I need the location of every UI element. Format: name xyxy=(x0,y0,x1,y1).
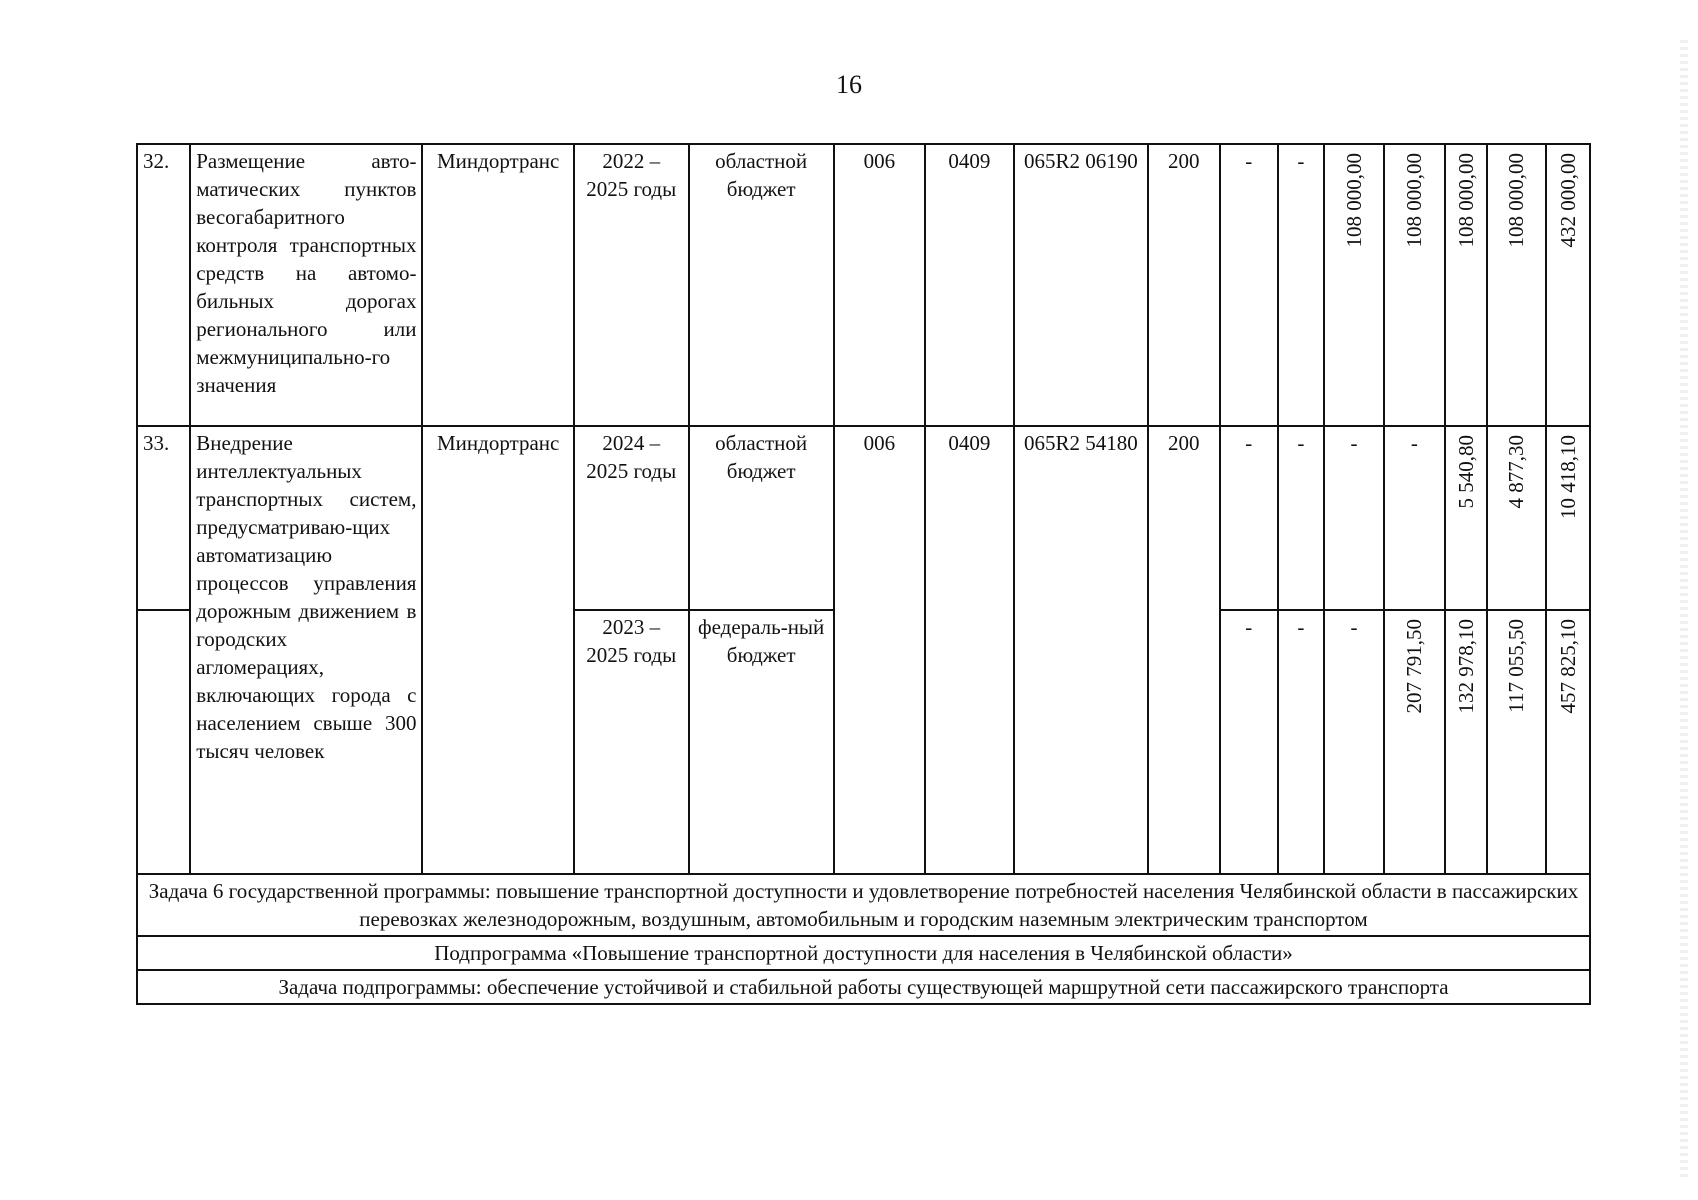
total-text: 10 418,10 xyxy=(1555,435,1580,519)
value-text: 132 978,10 xyxy=(1453,619,1478,714)
value-text: 108 000,00 xyxy=(1342,153,1367,248)
value-cell: - xyxy=(1278,144,1324,426)
executor: Миндортранс xyxy=(422,144,573,426)
table-row-33-regional xyxy=(137,426,1590,610)
value-cell xyxy=(1487,610,1546,874)
value-text: 108 000,00 xyxy=(1402,153,1427,248)
code-target: 065R2 54180 xyxy=(1014,426,1148,874)
value-cell xyxy=(1384,144,1444,426)
page-number: 16 xyxy=(836,70,862,99)
value-cell: - xyxy=(1278,610,1324,874)
table-row-32 xyxy=(137,144,1590,426)
funding-source: областной бюджет xyxy=(689,144,834,426)
period: 2024 – 2025 годы xyxy=(574,426,689,610)
value-cell xyxy=(1445,426,1487,610)
value-text: 5 540,80 xyxy=(1453,435,1478,509)
section-row-task6 xyxy=(137,874,1590,936)
subprogram-heading: Подпрограмма «Повышение транспортной доступности для населения в Челябинской области» xyxy=(137,936,1590,970)
value-text: 108 000,00 xyxy=(1453,153,1478,248)
value-cell xyxy=(1487,426,1546,610)
code-target: 065R2 06190 xyxy=(1014,144,1148,426)
value-cell: - xyxy=(1278,426,1324,610)
code-expense-type: 200 xyxy=(1148,144,1220,426)
total-cell xyxy=(1546,426,1590,610)
value-text: 108 000,00 xyxy=(1504,153,1529,248)
section-row-subprogram xyxy=(137,936,1590,970)
period: 2023 – 2025 годы xyxy=(574,610,689,874)
section-row-subtask xyxy=(137,970,1590,1004)
total-text: 432 000,00 xyxy=(1555,153,1580,248)
code-grbs: 006 xyxy=(834,144,925,426)
activity-name: Размещение авто-матических пунктов весогабаритного контроля транспортных средств на автомо-бильных дорогах регионального или межмуниципально-го значения xyxy=(190,144,422,426)
value-cell xyxy=(1445,610,1487,874)
code-section: 0409 xyxy=(925,144,1014,426)
value-cell xyxy=(1384,610,1444,874)
value-cell: - xyxy=(1220,610,1278,874)
value-cell xyxy=(1445,144,1487,426)
code-expense-type: 200 xyxy=(1148,426,1220,874)
total-text: 457 825,10 xyxy=(1555,619,1580,714)
subtask-heading: Задача подпрограммы: обеспечение устойчивой и стабильной работы существующей маршрутной сети пассажирского транспорта xyxy=(137,970,1590,1004)
code-section: 0409 xyxy=(925,426,1014,874)
funding-source: областной бюджет xyxy=(689,426,834,610)
program-activities-table xyxy=(136,143,1591,1005)
total-cell xyxy=(1546,610,1590,874)
activity-name: Внедрение интеллектуальных транспортных систем, предусматриваю-щих автоматизацию процессов управления дорожным движением в городских агломерациях, включающих города с населением свыше 300 тысяч человек xyxy=(190,426,422,874)
period: 2022 – 2025 годы xyxy=(574,144,689,426)
executor: Миндортранс xyxy=(422,426,573,874)
value-text: 4 877,30 xyxy=(1504,435,1529,509)
value-cell: - xyxy=(1384,426,1444,610)
value-text: 117 055,50 xyxy=(1504,619,1529,713)
funding-source: федераль-ный бюджет xyxy=(689,610,834,874)
row-number: 33. xyxy=(137,426,190,610)
scan-edge-artifact xyxy=(1680,40,1688,1180)
code-grbs: 006 xyxy=(834,426,925,874)
value-cell: - xyxy=(1220,426,1278,610)
value-cell xyxy=(1487,144,1546,426)
row-number: 32. xyxy=(137,144,190,426)
value-cell: - xyxy=(1220,144,1278,426)
total-cell xyxy=(1546,144,1590,426)
value-cell: - xyxy=(1324,610,1384,874)
value-cell xyxy=(1324,144,1384,426)
value-text: 207 791,50 xyxy=(1402,619,1427,714)
empty-number-cell xyxy=(137,610,190,874)
task6-heading: Задача 6 государственной программы: повышение транспортной доступности и удовлетворение потребностей населения Челябинской области в пассажирских перевозках железнодорожным, воздушным, автомобильным и городским наземным электрическим транспортом xyxy=(137,874,1590,936)
value-cell: - xyxy=(1324,426,1384,610)
